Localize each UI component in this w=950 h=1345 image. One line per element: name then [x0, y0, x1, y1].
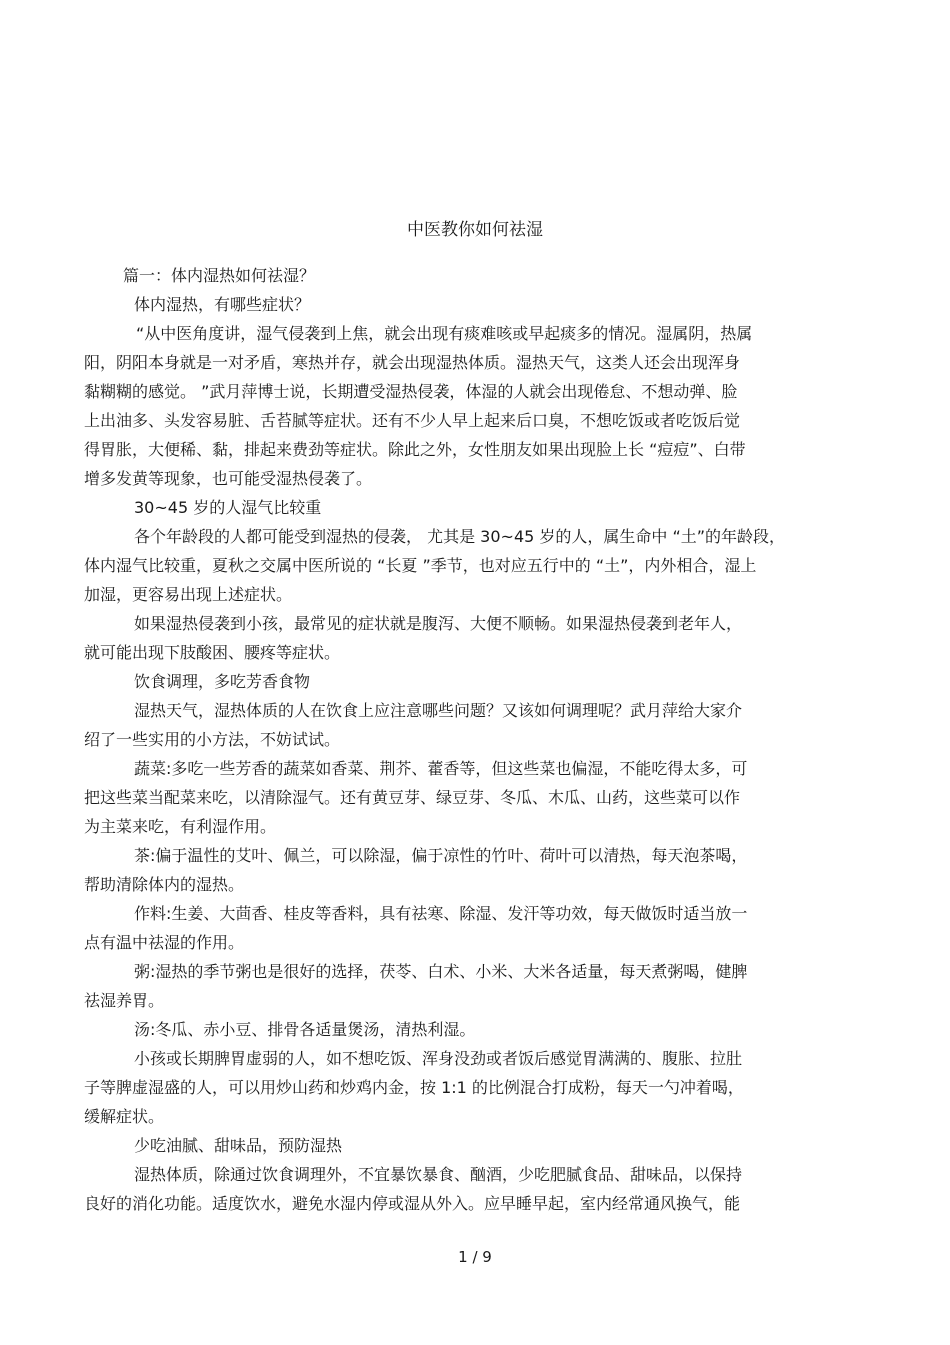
paragraph-line: 如果湿热侵袭到小孩，最常见的症状就是腹泻、大便不顺畅。如果湿热侵袭到老年人， [134, 614, 743, 633]
page-number: 1 / 9 [458, 1248, 492, 1266]
subheading: 30~45 岁的人湿气比较重 [134, 498, 322, 517]
paragraph-line: 湿热体质，除通过饮食调理外，不宜暴饮暴食、酗酒，少吃肥腻食品、甜味品，以保持 [134, 1165, 743, 1184]
paragraph-line: 上出油多、头发容易脏、舌苔腻等症状。还有不少人早上起来后口臭，不想吃饭或者吃饭后觉 [84, 411, 741, 430]
paragraph-line: 把这些菜当配菜来吃，以清除湿气。还有黄豆芽、绿豆芽、冬瓜、木瓜、山药，这些菜可以作 [84, 788, 741, 807]
paragraph-line: 阳，阴阳本身就是一对矛盾，寒热并存，就会出现湿热体质。湿热天气，这类人还会出现浑身 [84, 353, 741, 372]
paragraph-line: 蔬菜:多吃一些芳香的蔬菜如香菜、荆芥、藿香等，但这些菜也偏湿，不能吃得太多，可 [134, 759, 748, 778]
paragraph-line: 湿热天气，湿热体质的人在饮食上应注意哪些问题？又该如何调理呢？武月萍给大家介 [134, 701, 743, 720]
paragraph-line: 茶:偏于温性的艾叶、佩兰，可以除湿，偏于凉性的竹叶、荷叶可以清热，每天泡茶喝， [134, 846, 748, 865]
paragraph-line: 良好的消化功能。适度饮水，避免水湿内停或湿从外入。应早睡早起，室内经常通风换气，能 [84, 1194, 741, 1213]
paragraph-line: 各个年龄段的人都可能受到湿热的侵袭， 尤其是 30~45 岁的人，属生命中 “土”的年龄段， [134, 527, 786, 546]
subheading: 饮食调理，多吃芳香食物 [134, 672, 311, 691]
subheading: 少吃油腻、甜味品，预防湿热 [134, 1136, 343, 1155]
paragraph-line: 体内湿气比较重，夏秋之交属中医所说的 “长夏 ”季节，也对应五行中的 “土”，内外相合，湿上 [84, 556, 757, 575]
paragraph-line: 加湿，更容易出现上述症状。 [84, 585, 293, 604]
paragraph-line: 就可能出现下肢酸困、腰疼等症状。 [84, 643, 341, 662]
paragraph-line: 绍了一些实用的小方法，不妨试试。 [84, 730, 341, 749]
paragraph-line: 小孩或长期脾胃虚弱的人，如不想吃饭、浑身没劲或者饭后感觉胃满满的、腹胀、拉肚 [134, 1049, 743, 1068]
paragraph-line: 黏糊糊的感觉。 ”武月萍博士说，长期遭受湿热侵袭，体湿的人就会出现倦怠、不想动弹、脸 [84, 382, 738, 401]
paragraph-line: 汤:冬瓜、赤小豆、排骨各适量煲汤，清热利湿。 [134, 1020, 476, 1039]
paragraph-line: 子等脾虚湿盛的人，可以用炒山药和炒鸡内金，按 1:1 的比例混合打成粉，每天一勺冲着喝， [84, 1078, 744, 1097]
section-heading: 篇一：体内湿热如何祛湿？ [123, 266, 316, 285]
paragraph-line: 得胃胀，大便稀、黏，排起来费劲等症状。除此之外，女性朋友如果出现脸上长 “痘痘”、白带 [84, 440, 746, 459]
paragraph-line: 帮助清除体内的湿热。 [84, 875, 245, 894]
paragraph-line: 增多发黄等现象，也可能受湿热侵袭了。 [84, 469, 373, 488]
paragraph-line: 缓解症状。 [84, 1107, 165, 1126]
paragraph-line: 祛湿养胃。 [84, 991, 165, 1010]
page-title: 中医教你如何祛湿 [407, 220, 543, 240]
paragraph-line: 粥:湿热的季节粥也是很好的选择，茯苓、白术、小米、大米各适量，每天煮粥喝，健脾 [134, 962, 748, 981]
paragraph-line: 为主菜来吃，有利湿作用。 [84, 817, 277, 836]
subheading: 体内湿热，有哪些症状？ [134, 295, 311, 314]
paragraph-line: “从中医角度讲，湿气侵袭到上焦，就会出现有痰难咳或早起痰多的情况。湿属阴，热属 [136, 324, 753, 343]
paragraph-line: 作料:生姜、大茴香、桂皮等香料，具有祛寒、除湿、发汗等功效，每天做饭时适当放一 [134, 904, 748, 923]
paragraph-line: 点有温中祛湿的作用。 [84, 933, 245, 952]
